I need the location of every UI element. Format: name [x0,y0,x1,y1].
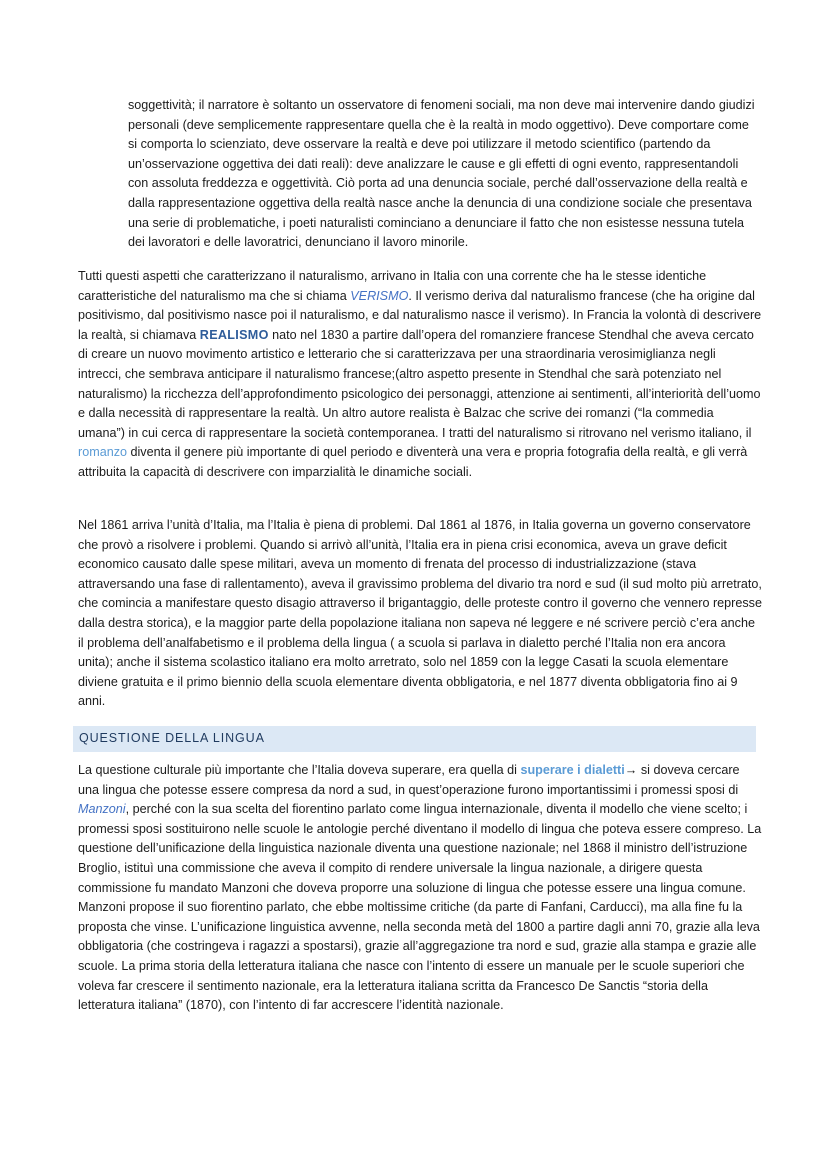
paragraph-unita-italia [78,516,762,712]
paragraph-text: , perché con la sua scelta del fiorentino parlato come lingua internazionale, diventa il modello che viene scelto; i promessi sposi sostituirono nelle scuole le antologie perché diventano il modello di lingua che poteva essere compreso. La questione dell’unificazione della linguistica nazionale diventa una questione nazionale; nel 1868 il ministro dell’istruzione Broglio, istituì una commissione che aveva il compito di rendere universale la lingua nazionale, a dirigere questa commissione fu mandato Manzoni che doveva proporre una soluzione di lingua che potesse essere una lingua comune. Manzoni propose il suo fiorentino parlato, che ebbe moltissime critiche (da parte di Fanfani, Carducci), ma alla fine fu la proposta che vinse. L’unificazione linguistica avvenne, nella seconda metà del 1800 a partire dagli anni 70, grazie alla leva obbligatoria (che costringeva i ragazzi a spostarsi), grazie all’aggregazione tra nord e sud, grazie alla stampa e grazie alle scuole. La prima storia della letteratura italiana che nasce con l’intento di essere un manuale per le scuole superiori che voleva far crescere il sentimento nazionale, era la letteratura italiana scritta da Francesco De Sanctis “storia della letteratura italiana” (1870), con l’intento di far accrescere l’identità nazionale. [78,802,762,1013]
term-superare-dialetti: superare i dialetti [520,763,625,777]
paragraph-text: diventa il genere più importante di quel periodo e diventerà una vera e propria fotografia della realtà, e gli verrà attribuita la capacità di descrivere con imparzialità le dinamiche sociali. [78,445,748,479]
paragraph-text: soggettività; il narratore è soltanto un osservatore di fenomeni sociali, ma non deve mai intervenire dando giudizi personali (deve semplicemente rappresentare quella che è la realtà in modo oggettivo). Deve comportare come si comporta lo scienziato, deve osservare la realtà e deve poi utilizzare il metodo scientifico (partendo da un’osservazione oggettiva dei dati reali): deve analizzare le cause e gli effetti di ogni evento, rappresentandoli con assoluta freddezza e oggettività. Ciò porta ad una denuncia sociale, perché dall’osservazione della realtà e dalla rappresentazione oggettiva della realtà nasce anche la denuncia di una condizione sociale che presentava una serie di problematiche, i poeti naturalisti cominciano a denunciare il fatto che non esistesse nessuna tutela dei lavoratori e delle lavoratrici, denunciano il lavoro minorile. [128,98,755,250]
paragraph-text: . Il verismo deriva dal naturalismo francese (che ha origine dal positivismo, dal positivismo nasce poi il naturalismo, e dal naturalismo nasce il verismo). In Francia la volontà di descrivere la realtà, si chiamava [78,288,762,342]
section-heading [73,726,756,752]
term-realismo: REALISMO [199,327,269,342]
paragraph-text: La questione culturale più importante che l’Italia doveva superare, era quella di [78,763,521,777]
section-heading-text: QUESTIONE DELLA LINGUA [79,731,265,745]
paragraph-text: Nel 1861 arriva l’unità d’Italia, ma l’Italia è piena di problemi. Dal 1861 al 1876, in Italia governa un governo conservatore che provò a risolvere i problemi. Quando si arrivò all’unità, l’Italia era in piena crisi economica, aveva un grave deficit economico causato dalle spese militari, aveva un momento di frenata del processo di industrializzazione (stava attraversando una fase di rallentamento), aveva il gravissimo problema del divario tra nord e sud (il sud molto più arretrato, che comincia a manifestare questo disagio attraverso il brigantaggio, delle proteste contro il governo che vennero represse dalla destra storica), e la maggior parte della popolazione italiana non sapeva né leggere e né scrivere perciò c’era anche il problema dell’analfabetismo e il problema della lingua ( a scuola si parlava in dialetto perché l’Italia non era ancora unita); anche il sistema scolastico italiano era molto arretrato, solo nel 1859 con la legge Casati la scuola elementare diviene gratuita e il primo biennio della scuola elementare diventa obbligatoria, e nel 1877 diventa obbligatoria fino ai 9 anni. [78,518,762,709]
paragraph-verismo [78,267,762,483]
paragraph-text: si doveva cercare una lingua che potesse essere compresa da nord a sud, in quest’operazione furono importantissimi i promessi sposi di [78,763,740,797]
term-romanzo: romanzo [78,445,127,460]
paragraph-questione-lingua [78,761,762,1016]
term-manzoni: Manzoni [78,802,126,817]
paragraph-text: Tutti questi aspetti che caratterizzano il naturalismo, arrivano in Italia con una corrente che ha le stesse identiche caratteristiche del naturalismo ma che si chiama [78,269,707,303]
arrow-right-icon: → [624,763,638,777]
paragraph-text: nato nel 1830 a partire dall’opera del romanziere francese Stendhal che aveva cercato di creare un nuovo movimento artistico e letterario che si caratterizzava per una straordinaria verosimiglianza negli intrecci, che sembrava anticipare il naturalismo francese;(altro aspetto presente in Stendhal che sarà potenziato nel naturalismo) la ricchezza dell’approfondimento psicologico dei personaggi, attenzione ai sentimenti, all’interiorità dell’uomo e dalla necessità di rappresentare la realtà. Un altro autore realista è Balzac che scrive dei romanzi (“la commedia umana”) in cui cerca di rappresentare la società contemporanea. I tratti del naturalismo si ritrovano nel verismo italiano, il [78,327,761,440]
paragraph-naturalism-narrator [128,96,758,253]
term-verismo: VERISMO [350,288,409,303]
